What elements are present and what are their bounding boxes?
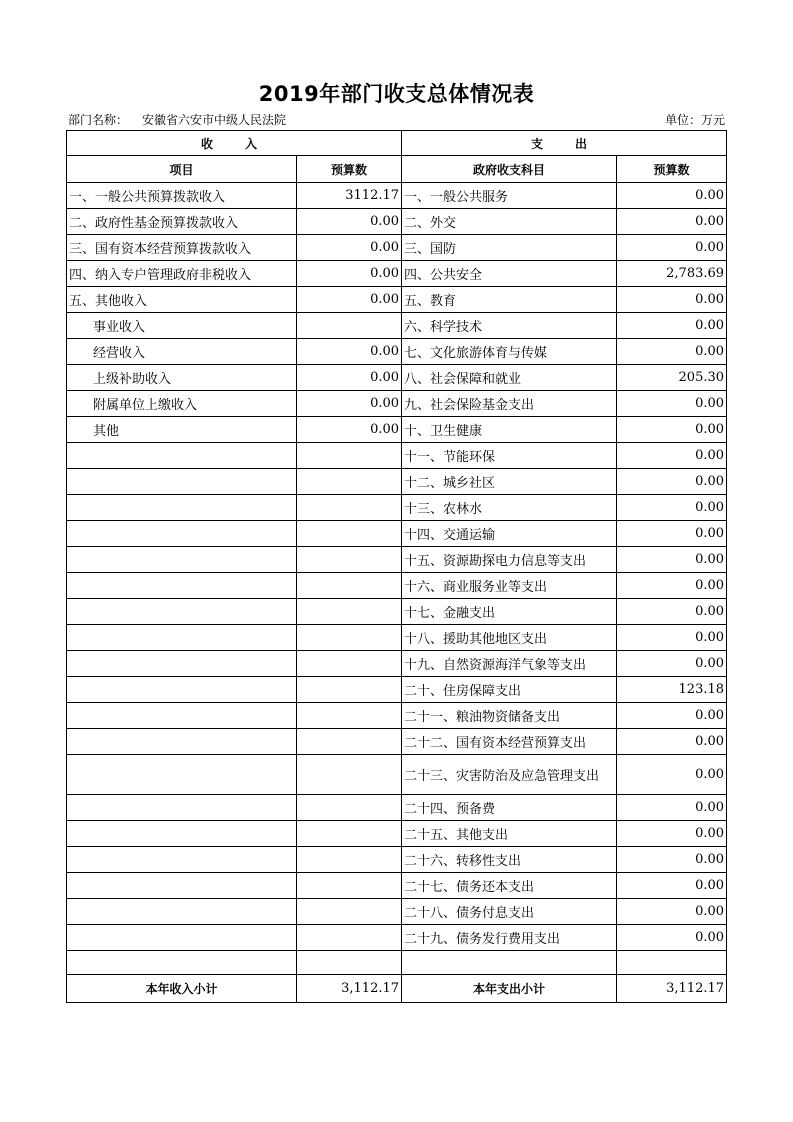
table-row: [67, 443, 727, 469]
expense-item-cell: 十三、农林水: [402, 495, 617, 521]
income-value-cell: 0.00: [297, 209, 402, 235]
expense-item-cell: 六、科学技术: [402, 313, 617, 339]
income-value-cell: [297, 755, 402, 795]
expense-value-cell: 0.00: [617, 235, 727, 261]
table-row: [67, 183, 727, 209]
expense-subject-header: 政府收支科目: [402, 156, 617, 183]
expense-value-cell: 205.30: [617, 365, 727, 391]
expense-item-cell: 十一、节能环保: [402, 443, 617, 469]
income-item-cell: [67, 755, 297, 795]
income-value-cell: [297, 795, 402, 821]
expense-item-cell: 五、教育: [402, 287, 617, 313]
income-value-cell: [297, 925, 402, 951]
expense-item-cell: 十四、交通运输: [402, 521, 617, 547]
expense-value-cell: 0.00: [617, 547, 727, 573]
income-item-cell: [67, 677, 297, 703]
income-value-cell: [297, 469, 402, 495]
expense-value-cell: 0.00: [617, 469, 727, 495]
section-header-row: [67, 131, 727, 156]
department-info: [68, 111, 286, 128]
budget-table: [66, 130, 727, 1003]
table-row: [67, 951, 727, 975]
page-title: 2019年部门收支总体情况表: [258, 82, 535, 106]
income-value-cell: 0.00: [297, 287, 402, 313]
income-item-cell: [67, 729, 297, 755]
income-item-cell: 三、国有资本经营预算拨款收入: [67, 235, 297, 261]
expense-item-cell: 二十四、预备费: [402, 795, 617, 821]
table-row: [67, 573, 727, 599]
income-value-cell: [297, 847, 402, 873]
income-item-cell: 二、政府性基金预算拨款收入: [67, 209, 297, 235]
expense-item-cell: 十二、城乡社区: [402, 469, 617, 495]
income-item-cell: [67, 521, 297, 547]
income-section-header: 收 入: [67, 131, 402, 156]
income-item-cell: [67, 899, 297, 925]
table-row: [67, 729, 727, 755]
income-item-cell: [67, 821, 297, 847]
table-row: [67, 521, 727, 547]
income-value-cell: 0.00: [297, 391, 402, 417]
income-item-cell: [67, 469, 297, 495]
expense-value-cell: 0.00: [617, 795, 727, 821]
expense-value-cell: 0.00: [617, 847, 727, 873]
income-value-cell: [297, 677, 402, 703]
income-item-cell: [67, 795, 297, 821]
table-row: [67, 899, 727, 925]
income-value-cell: [297, 625, 402, 651]
table-row: [67, 261, 727, 287]
income-total-value: 3,112.17: [297, 975, 402, 1003]
table-row: [67, 925, 727, 951]
expense-value-cell: 0.00: [617, 821, 727, 847]
expense-item-cell: 八、社会保障和就业: [402, 365, 617, 391]
expense-value-cell: [617, 951, 727, 975]
total-row: [67, 975, 727, 1003]
table-row: [67, 873, 727, 899]
expense-item-cell: 二十七、债务还本支出: [402, 873, 617, 899]
table-row: [67, 821, 727, 847]
expense-value-cell: 0.00: [617, 313, 727, 339]
table-row: [67, 287, 727, 313]
expense-item-cell: 十、卫生健康: [402, 417, 617, 443]
income-value-cell: [297, 599, 402, 625]
expense-value-cell: 0.00: [617, 599, 727, 625]
income-value-cell: [297, 651, 402, 677]
department-label: 部门名称：: [68, 113, 129, 127]
expense-value-cell: 0.00: [617, 703, 727, 729]
income-value-cell: [297, 313, 402, 339]
department-name: 安徽省六安市中级人民法院: [142, 113, 287, 127]
income-item-cell: [67, 625, 297, 651]
table-row: [67, 495, 727, 521]
income-item-cell: [67, 951, 297, 975]
income-value-cell: [297, 547, 402, 573]
expense-value-cell: 123.18: [617, 677, 727, 703]
expense-value-cell: 0.00: [617, 873, 727, 899]
income-item-cell: [67, 573, 297, 599]
expense-item-cell: 二十五、其他支出: [402, 821, 617, 847]
expense-item-cell: 二十三、灾害防治及应急管理支出: [402, 755, 617, 795]
income-item-cell: 五、其他收入: [67, 287, 297, 313]
expense-item-cell: 十九、自然资源海洋气象等支出: [402, 651, 617, 677]
expense-value-cell: 0.00: [617, 899, 727, 925]
income-value-cell: 0.00: [297, 235, 402, 261]
income-item-cell: 一、一般公共预算拨款收入: [67, 183, 297, 209]
income-value-cell: 0.00: [297, 365, 402, 391]
expense-value-cell: 0.00: [617, 729, 727, 755]
expense-item-cell: 一、一般公共服务: [402, 183, 617, 209]
income-value-cell: [297, 703, 402, 729]
income-item-cell: [67, 873, 297, 899]
income-value-cell: [297, 443, 402, 469]
income-item-cell: 上级补助收入: [67, 365, 297, 391]
table-row: [67, 599, 727, 625]
expense-total-label: 本年支出小计: [402, 975, 617, 1003]
expense-item-cell: 十七、金融支出: [402, 599, 617, 625]
expense-value-cell: 0.00: [617, 417, 727, 443]
expense-item-cell: 三、国防: [402, 235, 617, 261]
table-row: [67, 391, 727, 417]
income-value-cell: [297, 521, 402, 547]
expense-item-cell: 十八、援助其他地区支出: [402, 625, 617, 651]
expense-item-cell: 二十二、国有资本经营预算支出: [402, 729, 617, 755]
expense-item-cell: 九、社会保险基金支出: [402, 391, 617, 417]
income-value-cell: [297, 495, 402, 521]
table-row: [67, 847, 727, 873]
expense-item-cell: 二十六、转移性支出: [402, 847, 617, 873]
table-row: [67, 703, 727, 729]
expense-item-cell: 二十、住房保障支出: [402, 677, 617, 703]
expense-item-cell: 十五、资源勘探电力信息等支出: [402, 547, 617, 573]
income-value-cell: [297, 899, 402, 925]
expense-value-cell: 0.00: [617, 573, 727, 599]
expense-value-cell: 0.00: [617, 495, 727, 521]
expense-value-cell: 0.00: [617, 625, 727, 651]
table-row: [67, 365, 727, 391]
income-value-cell: [297, 951, 402, 975]
column-header-row: [67, 156, 727, 183]
table-row: [67, 339, 727, 365]
expense-value-cell: 0.00: [617, 209, 727, 235]
expense-value-cell: 0.00: [617, 443, 727, 469]
expense-item-cell: [402, 951, 617, 975]
table-row: [67, 795, 727, 821]
income-value-cell: 0.00: [297, 339, 402, 365]
income-item-cell: [67, 651, 297, 677]
income-value-cell: 3112.17: [297, 183, 402, 209]
income-item-cell: 附属单位上缴收入: [67, 391, 297, 417]
income-item-cell: [67, 547, 297, 573]
expense-item-cell: 二十一、粮油物资储备支出: [402, 703, 617, 729]
income-item-cell: [67, 703, 297, 729]
table-row: [67, 469, 727, 495]
expense-item-cell: 二十九、债务发行费用支出: [402, 925, 617, 951]
expense-item-cell: 四、公共安全: [402, 261, 617, 287]
expense-item-cell: 七、文化旅游体育与传媒: [402, 339, 617, 365]
income-item-cell: 事业收入: [67, 313, 297, 339]
expense-value-cell: 0.00: [617, 755, 727, 795]
income-value-cell: [297, 873, 402, 899]
expense-item-cell: 二十八、债务付息支出: [402, 899, 617, 925]
income-total-label: 本年收入小计: [67, 975, 297, 1003]
table-row: [67, 651, 727, 677]
unit-label: 单位：万元: [664, 113, 725, 127]
expense-value-cell: 0.00: [617, 339, 727, 365]
expense-value-cell: 0.00: [617, 287, 727, 313]
table-row: [67, 417, 727, 443]
expense-value-cell: 0.00: [617, 925, 727, 951]
income-item-cell: [67, 925, 297, 951]
expense-value-cell: 0.00: [617, 651, 727, 677]
table-row: [67, 677, 727, 703]
table-row: [67, 209, 727, 235]
income-item-cell: 经营收入: [67, 339, 297, 365]
income-item-cell: [67, 443, 297, 469]
income-item-cell: [67, 495, 297, 521]
income-value-cell: [297, 821, 402, 847]
income-budget-header: 预算数: [297, 156, 402, 183]
expense-value-cell: 0.00: [617, 391, 727, 417]
income-value-cell: [297, 573, 402, 599]
expense-item-cell: 二、外交: [402, 209, 617, 235]
expense-budget-header: 预算数: [617, 156, 727, 183]
expense-total-value: 3,112.17: [617, 975, 727, 1003]
income-value-cell: [297, 729, 402, 755]
table-row: [67, 547, 727, 573]
expense-section-header: 支 出: [402, 131, 727, 156]
income-item-cell: 其他: [67, 417, 297, 443]
income-item-cell: 四、纳入专户管理政府非税收入: [67, 261, 297, 287]
income-item-cell: [67, 599, 297, 625]
table-row: [67, 313, 727, 339]
expense-value-cell: 0.00: [617, 183, 727, 209]
income-item-header: 项目: [67, 156, 297, 183]
income-value-cell: 0.00: [297, 417, 402, 443]
table-row: [67, 235, 727, 261]
income-item-cell: [67, 847, 297, 873]
table-row: [67, 755, 727, 795]
table-row: [67, 625, 727, 651]
expense-value-cell: 2,783.69: [617, 261, 727, 287]
expense-value-cell: 0.00: [617, 521, 727, 547]
expense-item-cell: 十六、商业服务业等支出: [402, 573, 617, 599]
income-value-cell: 0.00: [297, 261, 402, 287]
